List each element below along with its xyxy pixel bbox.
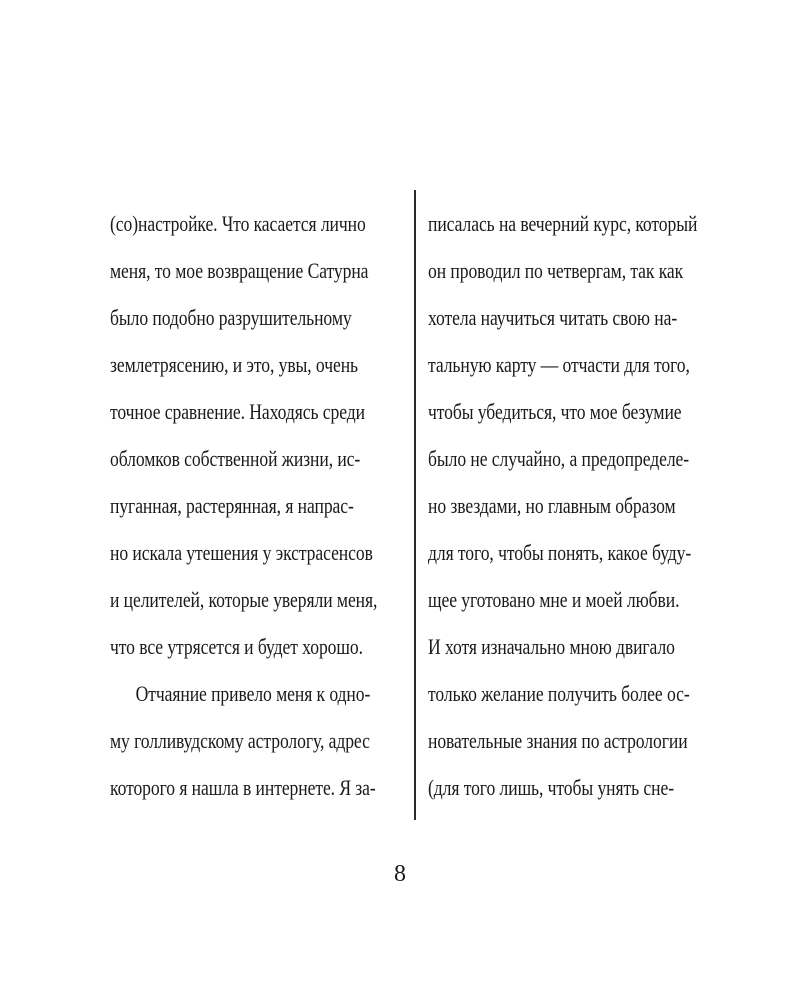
left-text-column [110,200,402,811]
text-line: тальную карту — отчасти для того, [428,352,690,377]
text-line: меня, то мое возвращение Сатурна [110,258,369,283]
text-line-paragraph-start: Отчаяние привело меня к одно- [135,681,371,706]
text-line: но искала утешения у экстрасенсов [110,540,373,565]
text-line: для того, чтобы понять, какое буду- [428,540,692,565]
text-line: которого я нашла в интернете. Я за- [110,775,376,800]
text-line: было подобно разрушительному [110,305,352,330]
text-line: землетрясению, и это, увы, очень [110,352,358,377]
column-divider [414,190,416,820]
text-line: хотела научиться читать свою на- [428,305,678,330]
text-line: (со)настройке. Что касается лично [110,211,366,236]
text-line: (для того лишь, чтобы унять сне- [428,775,674,800]
text-line: было не случайно, а предопределе- [428,446,690,471]
right-text-column [428,200,724,811]
text-line: только желание получить более ос- [428,681,690,706]
text-line: щее уготовано мне и моей любви. [428,587,680,612]
text-line: му голливудскому астрологу, адрес [110,728,370,753]
text-line: и целителей, которые уверяли меня, [110,587,378,612]
text-line: писалась на вечерний курс, который [428,211,698,236]
text-line: что все утрясется и будет хорошо. [110,634,363,659]
text-line: точное сравнение. Находясь среди [110,399,365,424]
text-line: он проводил по четвергам, так как [428,258,684,283]
page-number: 8 [394,861,406,887]
text-line: пуганная, растерянная, я напрас- [110,493,354,518]
text-line: новательные знания по астрологии [428,728,688,753]
text-line: обломков собственной жизни, ис- [110,446,361,471]
text-line: чтобы убедиться, что мое безумие [428,399,682,424]
text-line: но звездами, но главным образом [428,493,676,518]
text-line: И хотя изначально мною двигало [428,634,675,659]
